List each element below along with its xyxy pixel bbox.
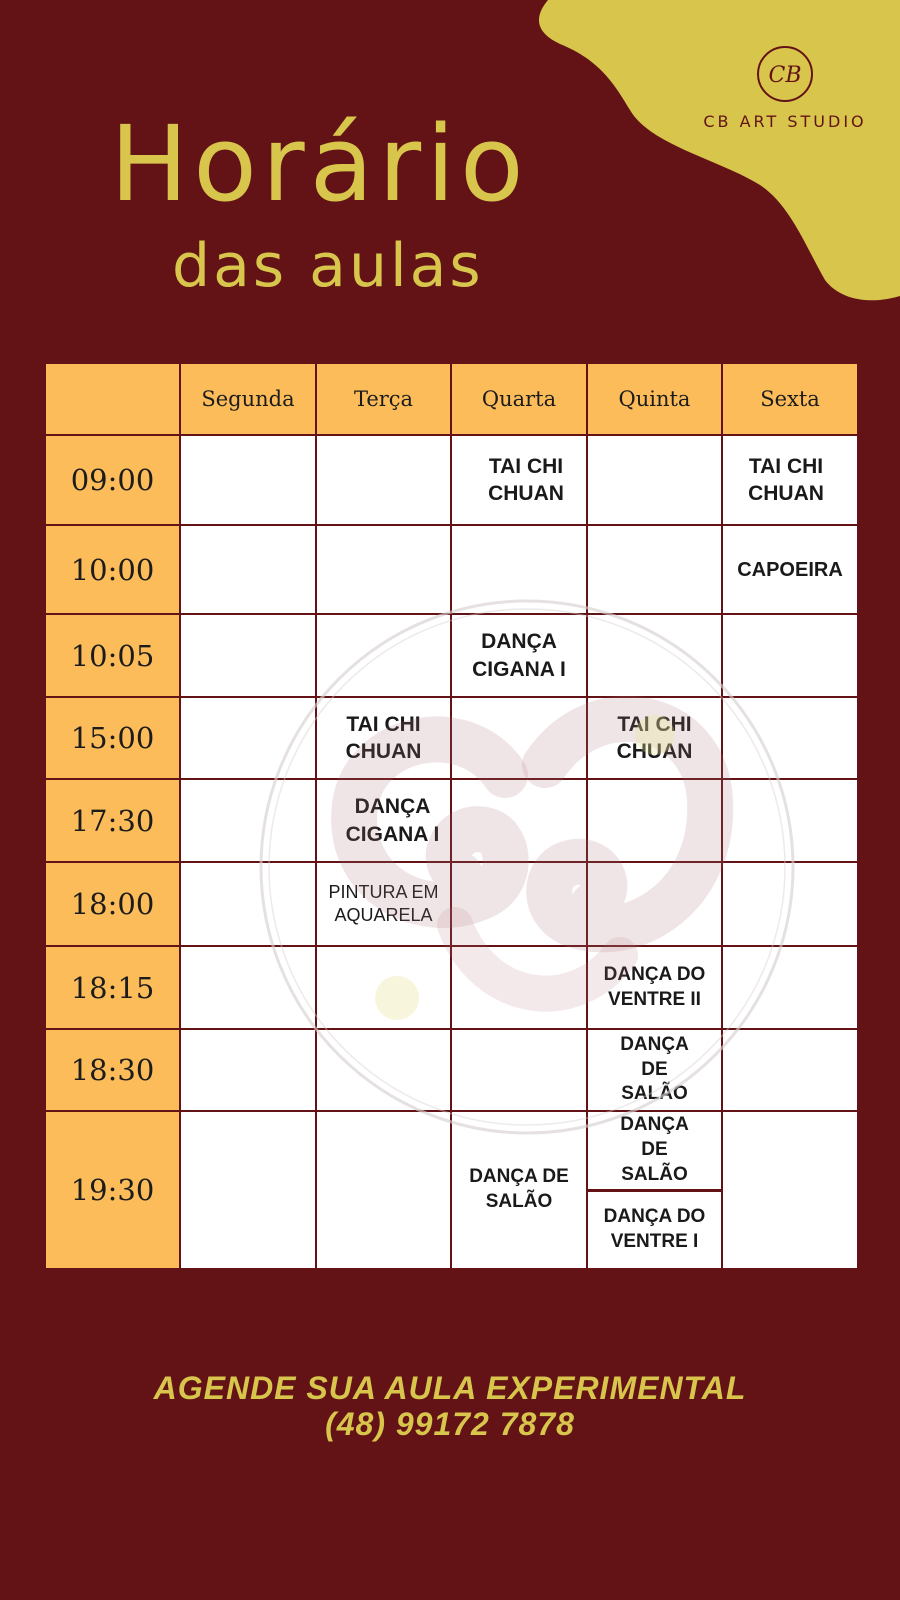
page-subtitle: das aulas — [172, 231, 484, 301]
class-cell — [180, 1029, 316, 1111]
class-cell — [722, 779, 858, 862]
day-header-quinta: Quinta — [587, 363, 722, 435]
time-cell: 10:05 — [45, 614, 180, 697]
time-cell: 18:30 — [45, 1029, 180, 1111]
class-cell — [587, 614, 722, 697]
brand-name: CB ART STUDIO — [703, 112, 867, 131]
class-cell — [316, 1029, 451, 1111]
cta-headline: AGENDE SUA AULA EXPERIMENTAL — [153, 1370, 747, 1406]
time-cell: 10:00 — [45, 525, 180, 614]
table-row — [45, 435, 858, 525]
class-cell: DANÇA DE SALÃO — [451, 1111, 587, 1269]
cb-monogram-icon — [755, 44, 815, 104]
class-cell: DANÇA DO VENTRE I — [603, 1206, 706, 1252]
time-cell: 09:00 — [45, 435, 180, 525]
table-row — [45, 1029, 858, 1111]
day-header-sexta: Sexta — [722, 363, 858, 435]
class-cell — [722, 1029, 858, 1111]
class-cell: DANÇA DE SALÃO — [587, 1029, 722, 1111]
class-cell — [451, 1029, 587, 1111]
split-class-cell — [587, 1111, 722, 1269]
table-row — [45, 525, 858, 614]
header-row — [45, 363, 858, 435]
page-title: Horário — [110, 103, 529, 225]
class-cell — [180, 697, 316, 779]
table-row — [45, 697, 858, 779]
class-cell — [451, 779, 587, 862]
class-cell — [587, 525, 722, 614]
class-cell: DANÇA DE SALÃO — [588, 1112, 721, 1192]
cta-phone[interactable]: (48) 99172 7878 — [325, 1406, 575, 1442]
time-cell: 18:00 — [45, 862, 180, 946]
class-cell — [180, 946, 316, 1029]
class-cell — [316, 1111, 451, 1269]
class-cell — [316, 525, 451, 614]
class-schedule-table — [44, 362, 859, 1270]
call-to-action — [0, 1370, 900, 1442]
time-cell: 17:30 — [45, 779, 180, 862]
class-cell — [587, 779, 722, 862]
split-cell-wrapper — [588, 1112, 721, 1268]
class-cell — [316, 614, 451, 697]
class-cell — [451, 946, 587, 1029]
class-cell — [722, 697, 858, 779]
time-cell: 18:15 — [45, 946, 180, 1029]
class-cell — [316, 435, 451, 525]
class-cell: PINTURA EM AQUARELA — [316, 862, 451, 946]
class-cell: TAI CHI CHUAN — [722, 435, 858, 525]
class-cell — [587, 435, 722, 525]
class-cell — [451, 697, 587, 779]
brand-block — [690, 44, 880, 131]
class-cell — [316, 946, 451, 1029]
day-header-segunda: Segunda — [180, 363, 316, 435]
class-cell — [722, 862, 858, 946]
class-cell — [587, 862, 722, 946]
table-row — [45, 946, 858, 1029]
class-cell: TAI CHI CHUAN — [451, 435, 587, 525]
svg-text:CB: CB — [768, 63, 802, 88]
class-cell — [180, 1111, 316, 1269]
class-cell: TAI CHI CHUAN — [316, 697, 451, 779]
class-cell: DANÇA DO VENTRE II — [587, 946, 722, 1029]
class-cell — [180, 862, 316, 946]
class-cell — [722, 946, 858, 1029]
class-cell — [180, 614, 316, 697]
table-row — [45, 1111, 858, 1269]
class-cell — [180, 779, 316, 862]
table-row — [45, 779, 858, 862]
class-cell: TAI CHI CHUAN — [587, 697, 722, 779]
class-cell — [722, 1111, 858, 1269]
class-cell — [451, 525, 587, 614]
class-cell: DANÇA CIGANA I — [451, 614, 587, 697]
corner-cell — [45, 363, 180, 435]
table-row — [45, 614, 858, 697]
class-cell: DANÇA CIGANA I — [316, 779, 451, 862]
class-cell — [180, 525, 316, 614]
table-row — [45, 862, 858, 946]
class-cell — [451, 862, 587, 946]
day-header-terca: Terça — [316, 363, 451, 435]
class-cell: CAPOEIRA — [722, 525, 858, 614]
day-header-quarta: Quarta — [451, 363, 587, 435]
class-cell — [722, 614, 858, 697]
time-cell: 19:30 — [45, 1111, 180, 1269]
time-cell: 15:00 — [45, 697, 180, 779]
class-cell — [180, 435, 316, 525]
